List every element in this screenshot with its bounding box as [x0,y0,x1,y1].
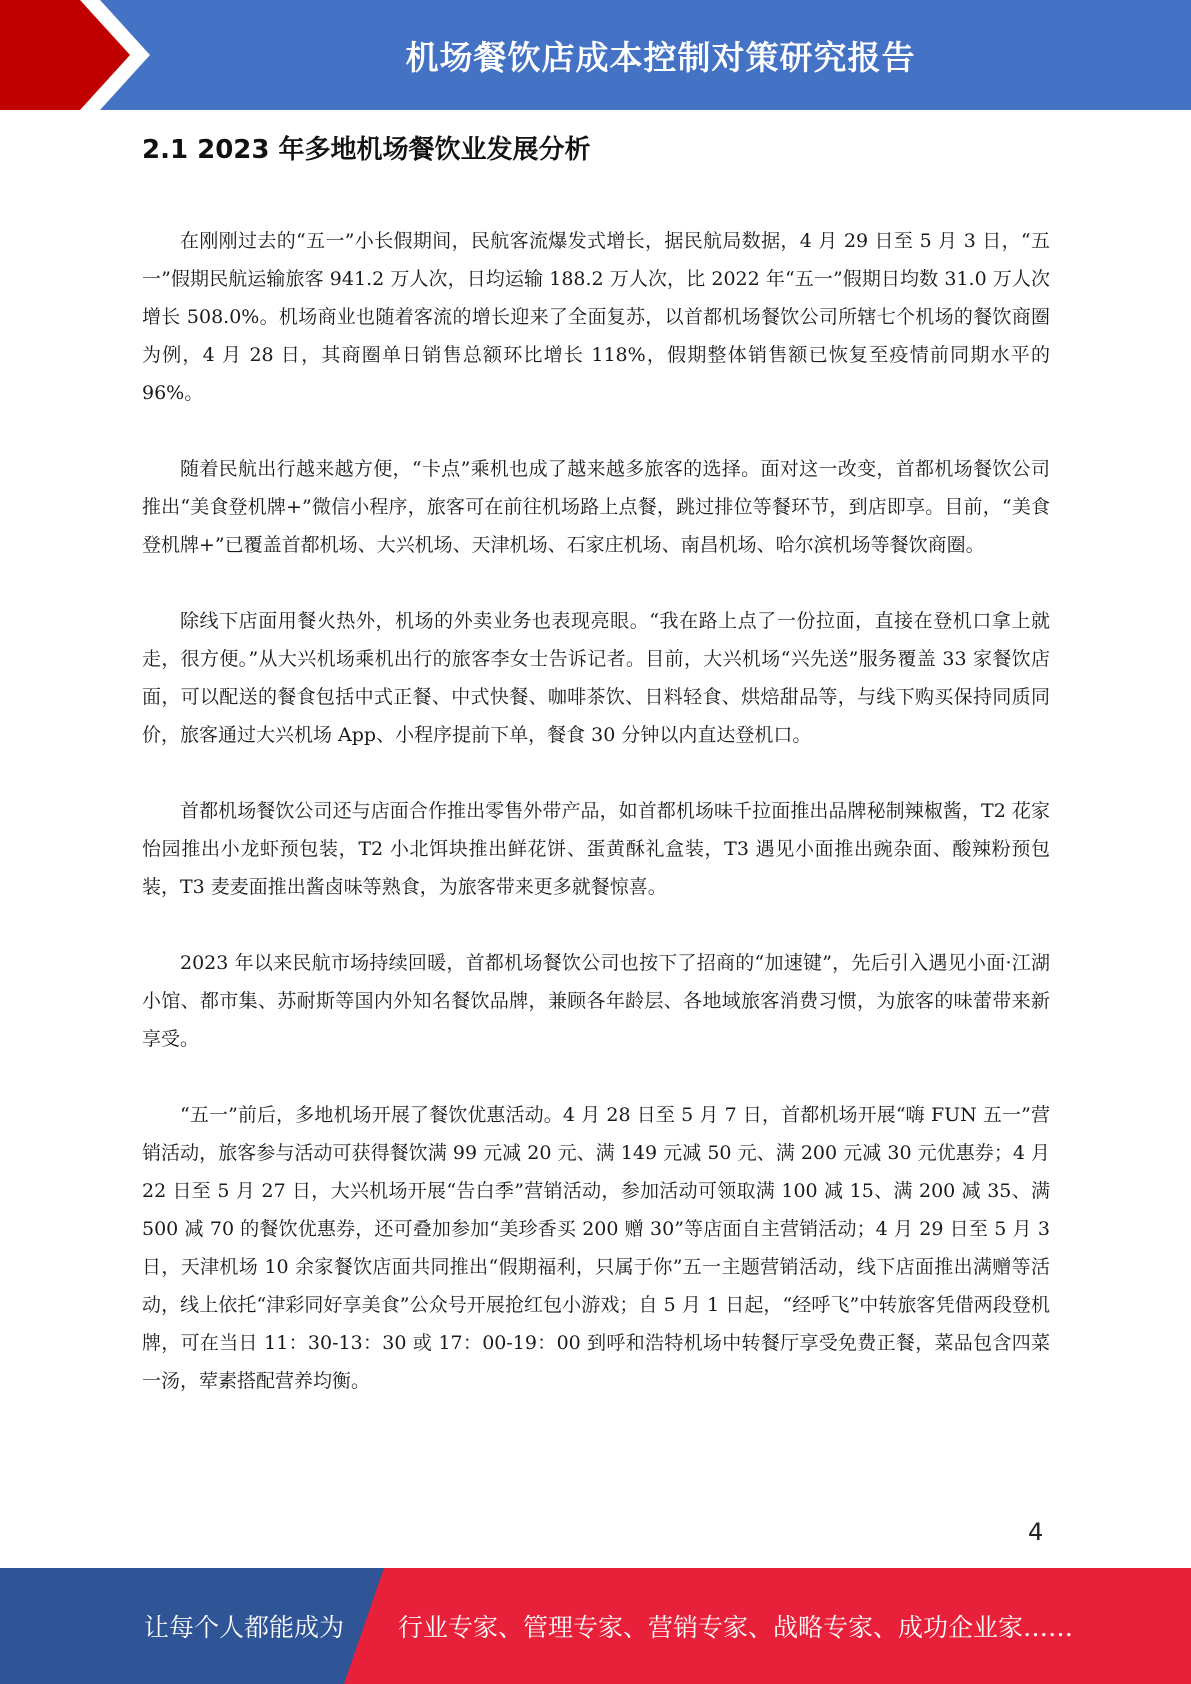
paragraph: 首都机场餐饮公司还与店面合作推出零售外带产品，如首都机场味千拉面推出品牌秘制辣椒酱，T2 花家怡园推出小龙虾预包装，T2 小北饵块推出鲜花饼、蛋黄酥礼盒装，T3 遇见小面推出豌杂面、酸辣粉预包装，T3 麦麦面推出酱卤味等熟食，为旅客带来更多就餐惊喜。 [142,800,1050,898]
page-header [0,0,1191,110]
page-footer [0,1568,1191,1684]
paragraph: “五一”前后，多地机场开展了餐饮优惠活动。4 月 28 日至 5 月 7 日，首都机场开展“嗨 FUN 五一”营销活动，旅客参与活动可获得餐饮满 99 元减 20 元、满 149 元减 50 元、满 200 元减 30 元优惠券；4 月 22 日至 5 月 27 日，大兴机场开展“告白季”营销活动，参加活动可领取满 100 减 15、满 200 减 35、满 500 减 70 的餐饮优惠券，还可叠加参加“美珍香买 200 赠 30”等店面自主营销活动；4 月 29 日至 5 月 3 日，天津机场 10 余家餐饮店面共同推出“假期福利，只属于你”五一主题营销活动，线下店面推出满赠等活动，线上依托“津彩同好享美食”公众号开展抢红包小游戏；自 5 月 1 日起，“经呼飞”中转旅客凭借两段登机牌，可在当日 11：30-13：30 或 17：00-19：00 到呼和浩特机场中转餐厅享受免费正餐，菜品包含四菜一汤，荤素搭配营养均衡。 [142,1104,1050,1392]
body-content [142,222,1050,1438]
paragraph: 除线下店面用餐火热外，机场的外卖业务也表现亮眼。“我在路上点了一份拉面，直接在登机口拿上就走，很方便。”从大兴机场乘机出行的旅客李女士告诉记者。目前，大兴机场“兴先送”服务覆盖 33 家餐饮店面，可以配送的餐食包括中式正餐、中式快餐、咖啡茶饮、日料轻食、烘焙甜品等，与线下购买保持同质同价，旅客通过大兴机场 App、小程序提前下单，餐食 30 分钟以内直达登机口。 [142,610,1050,746]
paragraph: 随着民航出行越来越方便，“卡点”乘机也成了越来越多旅客的选择。面对这一改变，首都机场餐饮公司推出“美食登机牌+”微信小程序，旅客可在前往机场路上点餐，跳过排位等餐环节，到店即享。目前，“美食登机牌+”已覆盖首都机场、大兴机场、天津机场、石家庄机场、南昌机场、哈尔滨机场等餐饮商圈。 [142,458,1050,556]
page-number: 4 [1028,1518,1044,1546]
section-heading: 2.1 2023 年多地机场餐饮业发展分析 [142,135,591,165]
header-arrow-decoration [0,0,160,110]
paragraph: 2023 年以来民航市场持续回暖，首都机场餐饮公司也按下了招商的“加速键”，先后引入遇见小面·江湖小馆、都市集、苏耐斯等国内外知名餐饮品牌，兼顾各年龄层、各地域旅客消费习惯，为旅客的味蕾带来新享受。 [142,952,1050,1050]
paragraph: 在刚刚过去的“五一”小长假期间，民航客流爆发式增长，据民航局数据，4 月 29 日至 5 月 3 日，“五一”假期民航运输旅客 941.2 万人次，日均运输 188.2 万人次，比 2022 年“五一”假期日均数 31.0 万人次增长 508.0%。机场商业也随着客流的增长迎来了全面复苏，以首都机场餐饮公司所辖七个机场的餐饮商圈为例，4 月 28 日，其商圈单日销售总额环比增长 118%，假期整体销售额已恢复至疫情前同期水平的 96%。 [142,230,1050,404]
report-title: 机场餐饮店成本控制对策研究报告 [405,37,916,77]
footer-slogan-right: 行业专家、管理专家、营销专家、战略专家、成功企业家…… [398,1613,1074,1642]
footer-slogan-left: 让每个人都能成为 [144,1613,345,1642]
